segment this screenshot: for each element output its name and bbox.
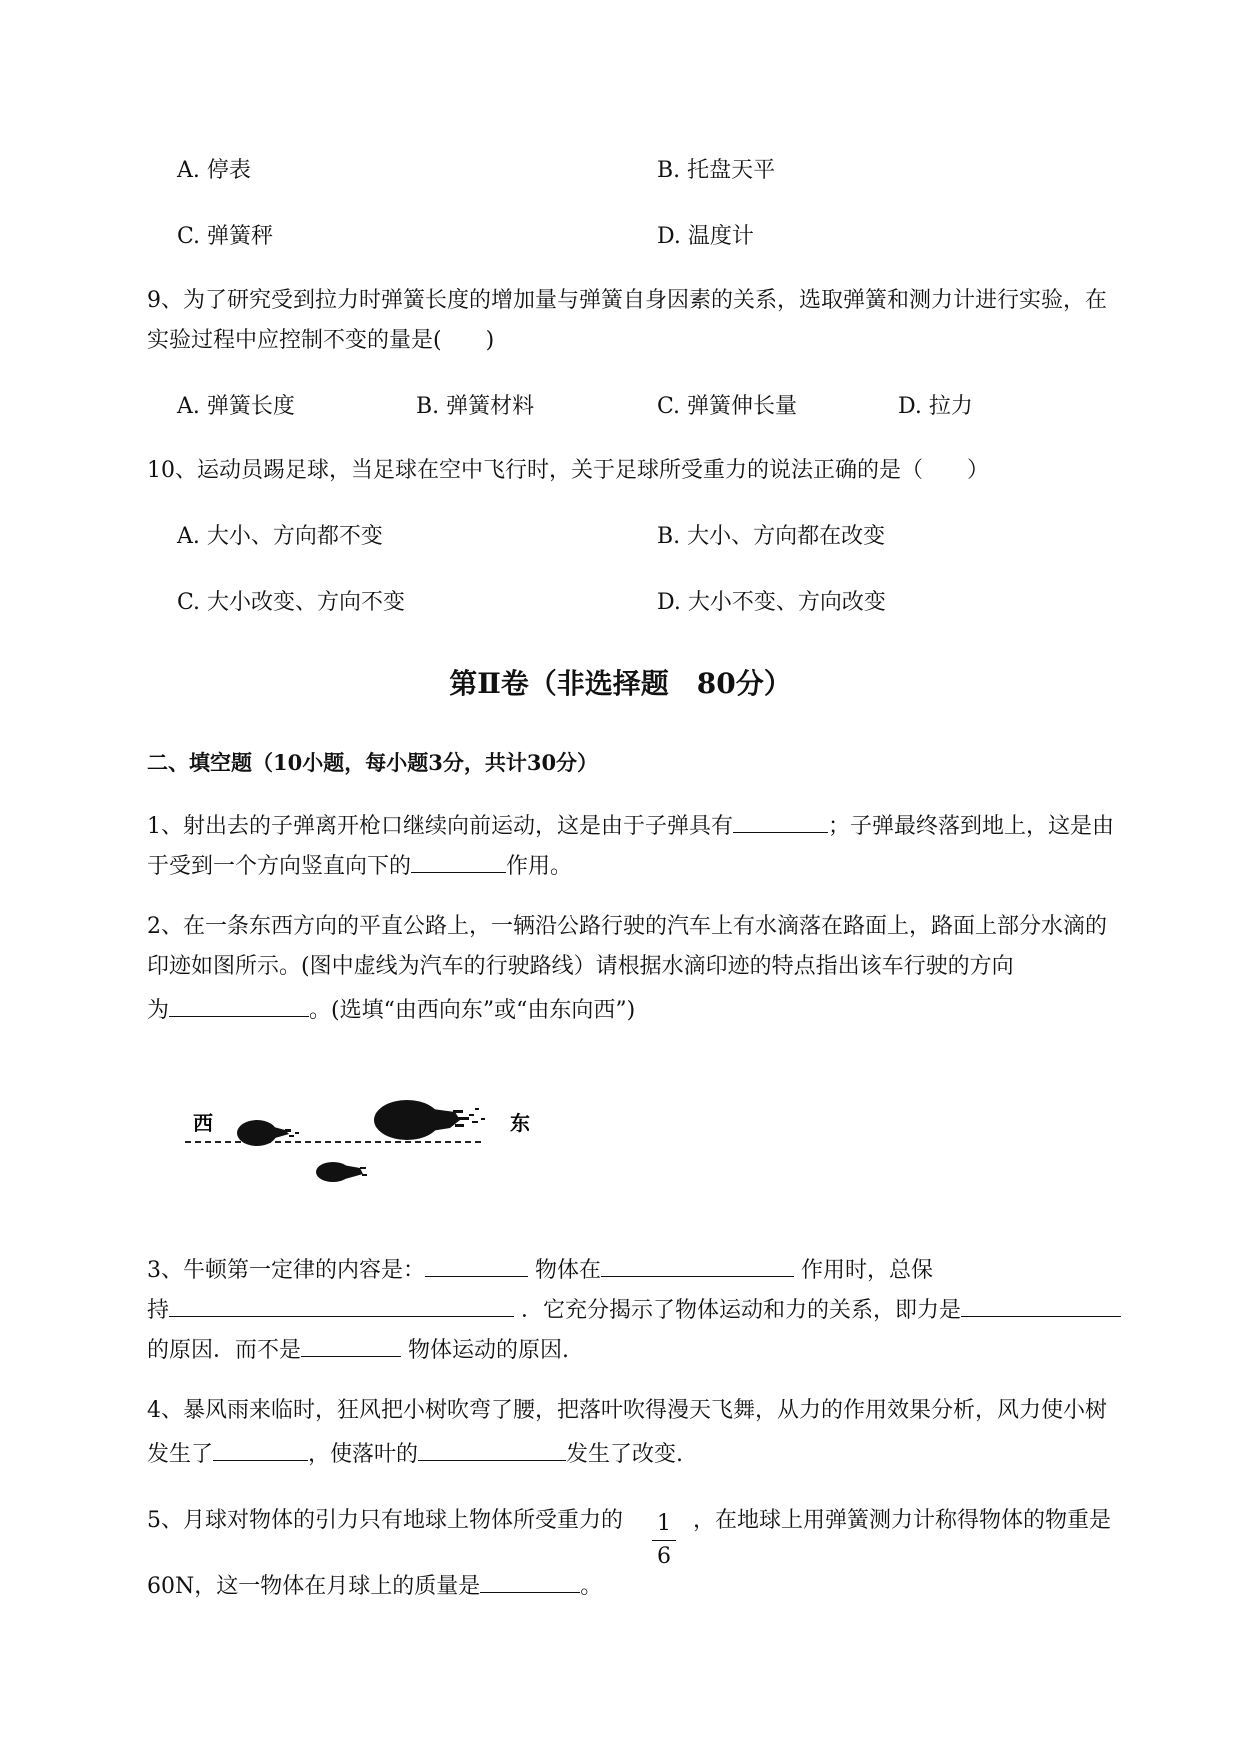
q8-option-d: D. 温度计	[657, 224, 754, 249]
f4-line2	[147, 1436, 683, 1470]
f5-line2	[147, 1568, 602, 1602]
q8-option-b: B. 托盘天平	[657, 158, 776, 183]
figure-label-west: 西	[193, 1111, 213, 1135]
q8-option-c: C. 弹簧秤	[177, 224, 274, 249]
f5-text-a: 60N，这一物体在月球上的质量是	[147, 1574, 481, 1599]
f3-text-b: 物体在	[535, 1258, 602, 1283]
answer-blank[interactable]	[480, 1568, 580, 1593]
f3-text-g: 物体运动的原因.	[408, 1338, 570, 1363]
q10-option-d: D. 大小不变、方向改变	[657, 590, 886, 615]
answer-blank[interactable]	[733, 808, 828, 833]
f1-line1	[147, 808, 1114, 842]
f1-text-c: 于受到一个方向竖直向下的	[147, 854, 412, 879]
f5-text-b: 。	[580, 1574, 603, 1599]
f4-line1: 4、暴风雨来临时，狂风把小树吹弯了腰，把落叶吹得漫天飞舞，从力的作用效果分析，风力使小树	[147, 1398, 1108, 1423]
f3-line1	[147, 1252, 933, 1286]
f1-text-d: 作用。	[506, 854, 573, 879]
fraction-one-sixth	[650, 1510, 678, 1571]
answer-blank[interactable]	[601, 1252, 794, 1277]
f4-text-c: 发生了改变.	[566, 1442, 684, 1467]
f3-text-f: 的原因．而不是	[147, 1338, 302, 1363]
water-drop-figure	[185, 1090, 555, 1210]
answer-blank[interactable]	[418, 1436, 566, 1461]
answer-blank[interactable]	[961, 1292, 1121, 1317]
f3-line3	[147, 1332, 569, 1366]
answer-blank[interactable]	[425, 1252, 528, 1277]
answer-blank[interactable]	[411, 848, 506, 873]
q9-stem-line2: 实验过程中应控制不变的量是( )	[147, 328, 495, 353]
q10-option-c: C. 大小改变、方向不变	[177, 590, 406, 615]
f2-line1: 2、在一条东西方向的平直公路上，一辆沿公路行驶的汽车上有水滴落在路面上，路面上部分水滴的	[147, 914, 1108, 939]
f3-line2	[147, 1292, 1121, 1326]
q9-option-a: A. 弹簧长度	[177, 394, 295, 419]
answer-blank[interactable]	[169, 992, 309, 1017]
fraction-numerator: 1	[657, 1511, 671, 1536]
section2-heading: 二、填空题（10小题，每小题3分，共计30分）	[147, 750, 599, 775]
f3-text-c: 作用时，总保	[801, 1258, 934, 1283]
f3-text-e: ．它充分揭示了物体运动和力的关系，即力是	[521, 1298, 962, 1323]
q10-option-b: B. 大小、方向都在改变	[657, 524, 886, 549]
answer-blank[interactable]	[213, 1436, 308, 1461]
f3-text-a: 3、牛顿第一定律的内容是：	[147, 1258, 425, 1283]
part2-title: 第Ⅱ卷（非选择题 80分）	[449, 667, 792, 700]
q9-option-d: D. 拉力	[898, 394, 973, 419]
f1-text-a: 1、射出去的子弹离开枪口继续向前运动，这是由于子弹具有	[147, 814, 733, 839]
f4-text-a: 发生了	[147, 1442, 214, 1467]
fraction-denominator: 6	[657, 1544, 671, 1569]
f3-text-d: 持	[147, 1298, 170, 1323]
answer-blank[interactable]	[301, 1332, 401, 1357]
f2-line3	[147, 992, 635, 1026]
q9-option-b: B. 弹簧材料	[416, 394, 535, 419]
f2-line2: 印迹如图所示。(图中虚线为汽车的行驶路线）请根据水滴印迹的特点指出该车行驶的方向	[147, 954, 1014, 979]
answer-blank[interactable]	[169, 1292, 514, 1317]
q9-stem-line1: 9、为了研究受到拉力时弹簧长度的增加量与弹簧自身因素的关系，选取弹簧和测力计进行实验，在	[147, 288, 1108, 313]
f4-text-b: ，使落叶的	[308, 1442, 419, 1467]
q9-option-c: C. 弹簧伸长量	[657, 394, 798, 419]
f1-text-b: ；子弹最终落到地上，这是由	[828, 814, 1115, 839]
f1-line2	[147, 848, 572, 882]
q8-option-a: A. 停表	[177, 158, 251, 183]
f5-line1-b: ，在地球上用弹簧测力计称得物体的物重是	[693, 1508, 1112, 1533]
water-drop-center	[374, 1100, 485, 1140]
f2-text-b: 。(选填“由西向东”或“由东向西”)	[309, 998, 636, 1023]
q10-stem: 10、运动员踢足球，当足球在空中飞行时，关于足球所受重力的说法正确的是（ ）	[147, 458, 989, 483]
q10-option-a: A. 大小、方向都不变	[177, 524, 383, 549]
figure-label-east: 东	[510, 1111, 530, 1135]
water-drop-bottom	[316, 1162, 367, 1182]
f2-text-a: 为	[147, 998, 170, 1023]
f5-line1-a: 5、月球对物体的引力只有地球上物体所受重力的	[147, 1508, 623, 1533]
fraction-bar	[652, 1540, 676, 1541]
